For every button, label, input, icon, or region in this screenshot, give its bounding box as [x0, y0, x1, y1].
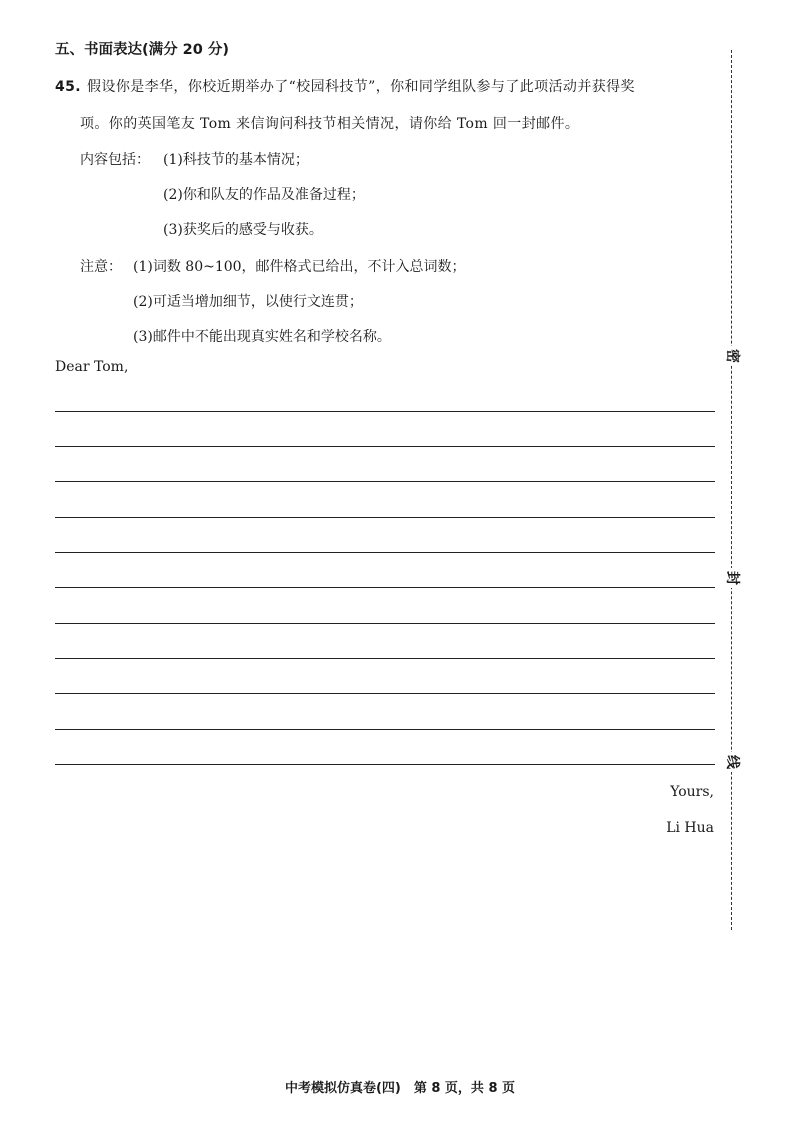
section-title: 五、书面表达(满分 20 分) [55, 42, 230, 58]
writing-line[interactable] [55, 693, 715, 694]
writing-line[interactable] [55, 658, 715, 659]
letter-closing: Yours, [670, 784, 714, 800]
writing-line[interactable] [55, 587, 715, 588]
page-footer: 中考模拟仿真卷(四) 第 8 页，共 8 页 [284, 1081, 516, 1096]
writing-line[interactable] [55, 623, 715, 624]
writing-line[interactable] [55, 729, 715, 730]
content-item: (2)你和队友的作品及准备过程； [163, 187, 365, 203]
writing-line[interactable] [55, 411, 715, 412]
question-prompt-line-1 [55, 76, 635, 96]
writing-line[interactable] [55, 481, 715, 482]
letter-greeting: Dear Tom, [55, 359, 129, 375]
binding-char-xian: 线 [722, 752, 742, 772]
note-item: (3)邮件中不能出现真实姓名和学校名称。 [133, 329, 391, 345]
question-prompt-line-2: 项。你的英国笔友 Tom 来信询问科技节相关情况，请你给 Tom 回一封邮件。 [80, 116, 580, 132]
question-number: 45. [55, 79, 82, 95]
writing-line[interactable] [55, 552, 715, 553]
content-requirements-label: 内容包括： [80, 152, 150, 168]
writing-line[interactable] [55, 446, 715, 447]
note-item: (2)可适当增加细节，以使行文连贯； [133, 294, 363, 310]
writing-line[interactable] [55, 764, 715, 765]
notes-label: 注意： [80, 259, 122, 275]
content-item: (3)获奖后的感受与收获。 [163, 222, 323, 238]
question-text-1: 假设你是李华，你校近期举办了“校园科技节”，你和同学组队参与了此项活动并获得奖 [87, 79, 635, 95]
binding-char-mi: 密 [722, 346, 742, 366]
writing-line[interactable] [55, 517, 715, 518]
letter-signature: Li Hua [666, 820, 714, 836]
binding-char-feng: 封 [722, 568, 742, 588]
binding-dashed-line [731, 50, 732, 930]
content-item: (1)科技节的基本情况； [163, 152, 309, 168]
note-item: (1)词数 80~100，邮件格式已给出，不计入总词数； [133, 259, 466, 275]
